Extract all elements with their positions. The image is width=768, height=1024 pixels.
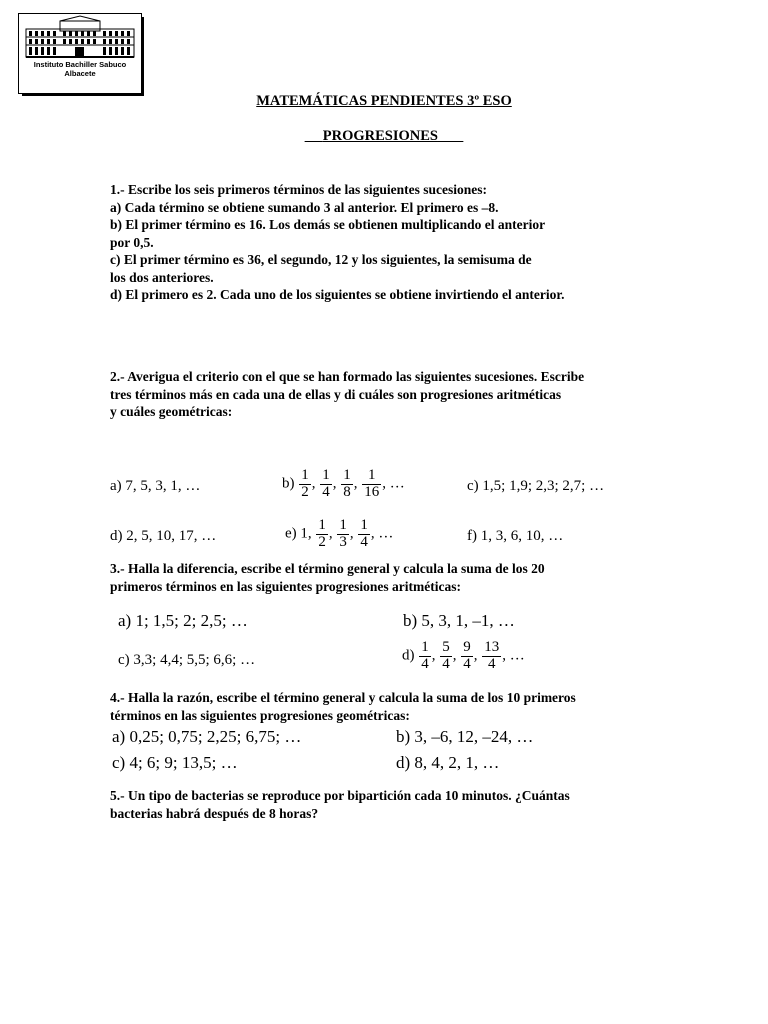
- page-subtitle: [0, 128, 768, 145]
- denominator: 16: [364, 483, 380, 500]
- school-city: Albacete: [64, 69, 96, 78]
- q2-item-c: c) 1,5; 1,9; 2,3; 2,7; …: [467, 478, 605, 494]
- denominator: 4: [463, 655, 471, 672]
- q2-line: y cuáles geométricas:: [110, 404, 233, 419]
- q3-item-c: c) 3,3; 4,4; 5,5; 6,6; …: [118, 652, 256, 668]
- q4-item-c: c) 4; 6; 9; 13,5; …: [112, 753, 238, 772]
- numerator: 9: [463, 639, 471, 655]
- ellipsis: , …: [370, 525, 394, 542]
- ellipsis: , …: [382, 475, 405, 492]
- q5-line: bacterias habrá después de 8 horas?: [110, 805, 319, 821]
- separator: ,: [431, 647, 436, 664]
- q1-line: b) El primer término es 16. Los demás se obtienen multiplicando el anterior: [110, 217, 546, 232]
- fraction: [440, 640, 452, 673]
- fraction: [299, 468, 311, 501]
- denominator: 4: [360, 533, 368, 550]
- q1-line: d) El primero es 2. Cada uno de los siguientes se obtiene invirtiendo el anterior.: [110, 287, 565, 302]
- q1-line: por 0,5.: [110, 234, 154, 250]
- q3-item-a: a) 1; 1,5; 2; 2,5; …: [118, 611, 248, 630]
- question-2: [110, 368, 584, 421]
- q4-line: términos en las siguientes progresiones geométricas:: [110, 707, 410, 723]
- fraction: [482, 640, 501, 673]
- separator: ,: [353, 475, 358, 492]
- q2-line: 2.- Averigua el criterio con el que se han formado las siguientes sucesiones. Escribe: [110, 369, 585, 384]
- q2-b-label: b): [282, 475, 295, 492]
- q4-item-a: a) 0,25; 0,75; 2,25; 6,75; …: [112, 727, 302, 746]
- fraction: [320, 468, 332, 501]
- fraction: [362, 468, 381, 501]
- fraction: [419, 640, 431, 673]
- fraction: [337, 518, 349, 551]
- separator: ,: [473, 647, 478, 664]
- school-logo: [18, 13, 142, 94]
- q4-item-b: b) 3, –6, 12, –24, …: [396, 727, 534, 746]
- numerator: 1: [339, 517, 347, 533]
- numerator: 13: [484, 639, 500, 655]
- fraction: [341, 468, 353, 501]
- numerator: 1: [343, 467, 351, 483]
- separator: ,: [452, 647, 457, 664]
- q2-line: tres términos más en cada una de ellas y di cuáles son progresiones aritméticas: [110, 386, 562, 402]
- numerator: 1: [301, 467, 309, 483]
- q1-line: c) El primer término es 36, el segundo, 12 y los siguientes, la semisuma de: [110, 252, 532, 267]
- q3-d-label: d): [402, 647, 415, 664]
- q2-e-label: e) 1,: [285, 525, 312, 542]
- q1-line: los dos anteriores.: [110, 269, 214, 285]
- numerator: 1: [421, 639, 429, 655]
- separator: ,: [349, 525, 354, 542]
- question-5: [110, 787, 570, 822]
- q5-line: 5.- Un tipo de bacterias se reproduce por bipartición cada 10 minutos. ¿Cuántas: [110, 788, 570, 803]
- numerator: 1: [360, 517, 368, 533]
- page-title: MATEMÁTICAS PENDIENTES 3º ESO: [256, 93, 512, 109]
- numerator: 5: [442, 639, 450, 655]
- q4-line: 4.- Halla la razón, escribe el término general y calcula la suma de los 10 primeros: [110, 690, 576, 705]
- fraction: [461, 640, 473, 673]
- separator: ,: [311, 475, 316, 492]
- numerator: 1: [322, 467, 330, 483]
- denominator: 4: [421, 655, 429, 672]
- ellipsis: , …: [502, 647, 525, 664]
- q1-line: 1.- Escribe los seis primeros términos de las siguientes sucesiones:: [110, 182, 487, 197]
- q2-item-a: a) 7, 5, 3, 1, …: [110, 478, 201, 494]
- q3-item-d: [402, 640, 525, 673]
- question-4: [110, 689, 576, 724]
- q3-line: 3.- Halla la diferencia, escribe el término general y calcula la suma de los 20: [110, 561, 545, 576]
- q4-item-d: d) 8, 4, 2, 1, …: [396, 753, 500, 772]
- subtitle-text: PROGRESIONES: [322, 128, 438, 144]
- school-name: Instituto Bachiller Sabuco: [33, 60, 127, 69]
- numerator: 1: [362, 468, 381, 485]
- q2-item-f: f) 1, 3, 6, 10, …: [467, 528, 564, 544]
- denominator: 2: [318, 533, 326, 550]
- fraction: [316, 518, 328, 551]
- q3-line: primeros términos en las siguientes progresiones aritméticas:: [110, 578, 461, 594]
- q1-line: a) Cada término se obtiene sumando 3 al anterior. El primero es –8.: [110, 199, 499, 215]
- question-3: [110, 560, 545, 595]
- denominator: 4: [322, 483, 330, 500]
- denominator: 4: [488, 655, 496, 672]
- denominator: 2: [301, 483, 309, 500]
- denominator: 8: [343, 483, 351, 500]
- q3-item-b: b) 5, 3, 1, –1, …: [403, 611, 515, 630]
- fraction: [358, 518, 370, 551]
- q2-item-e: [285, 518, 393, 551]
- denominator: 4: [442, 655, 450, 672]
- q2-item-b: [282, 468, 405, 501]
- building-icon: [20, 15, 140, 59]
- q2-item-d: d) 2, 5, 10, 17, …: [110, 528, 217, 544]
- numerator: 1: [318, 517, 326, 533]
- separator: ,: [332, 475, 337, 492]
- separator: ,: [328, 525, 333, 542]
- denominator: 3: [339, 533, 347, 550]
- question-1: [110, 181, 565, 304]
